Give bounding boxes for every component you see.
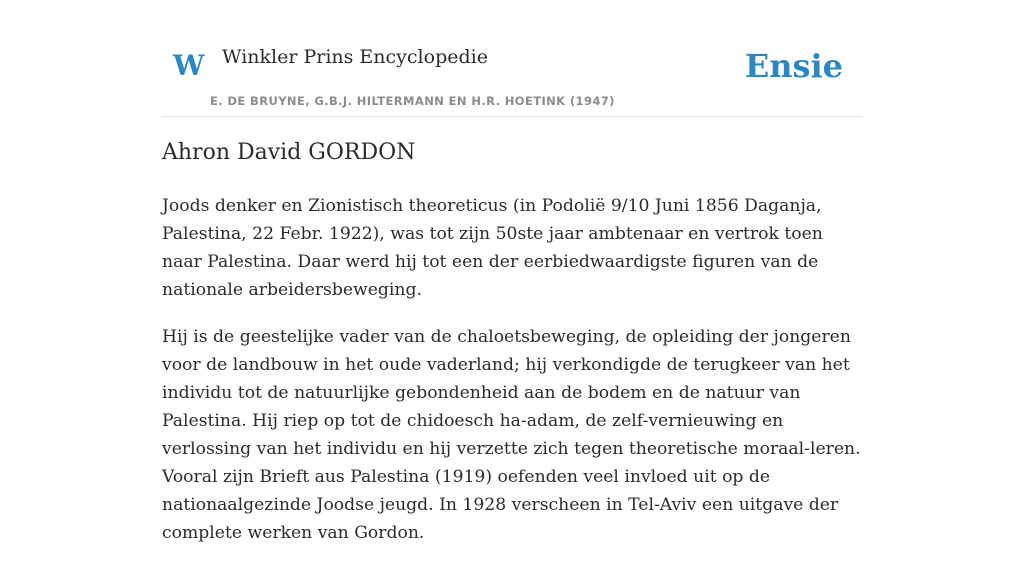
article-body xyxy=(162,192,862,566)
article-title: Ahron David GORDON xyxy=(162,140,416,165)
article-paragraph: Hij is de geestelijke vader van de chaloetsbeweging, de opleiding der jongeren voor de landbouw in het oude vaderland; hij verkondigde de terugkeer van het individu tot de natuurlijke gebondenheid aan de bodem en de natuur van Palestina. Hij riep op tot de chidoesch ha-adam, de zelf-vernieuwing en verlossing van het individu en hij verzette zich tegen theoretische moraal-leren. Vooral zijn Brieft aus Palestina (1919) oefenden veel invloed uit op de nationaalgezinde Joodse jeugd. In 1928 verscheen in Tel-Aviv een uitgave der complete werken van Gordon. xyxy=(162,327,861,543)
winkler-prins-logo-icon[interactable]: W xyxy=(173,49,205,82)
source-title[interactable]: Winkler Prins Encyclopedie xyxy=(222,46,488,68)
source-authors: E. DE BRUYNE, G.B.J. HILTERMANN EN H.R. HOETINK (1947) xyxy=(210,94,615,108)
ensie-logo-link[interactable]: Ensie xyxy=(744,47,843,85)
source-header xyxy=(162,0,862,117)
article-paragraph: Joods denker en Zionistisch theoreticus (in Podolië 9/10 Juni 1856 Daganja, Palestina, 22 Febr. 1922), was tot zijn 50ste jaar ambtenaar en vertrok toen naar Palestina. Daar werd hij tot een der eerbiedwaardigste figuren van de nationale arbeidersbeweging. xyxy=(162,196,823,300)
